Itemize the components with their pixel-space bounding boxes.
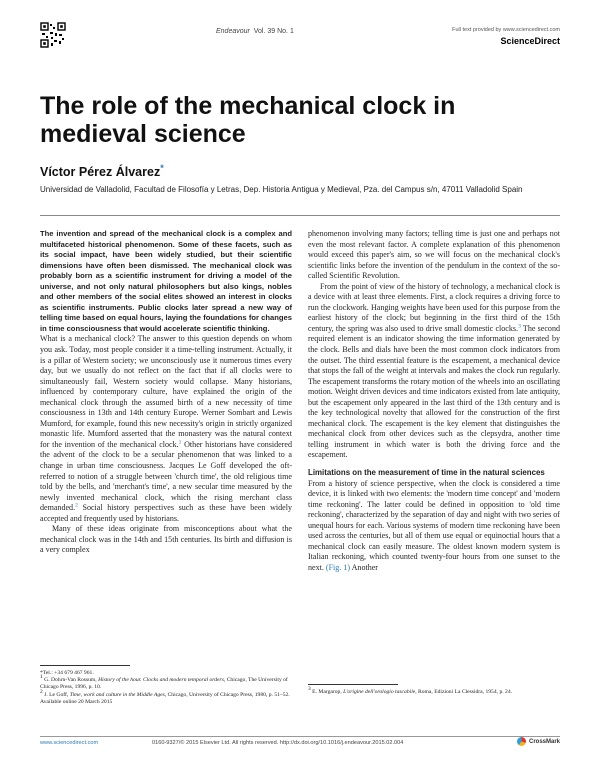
footnote-2: 2 J. Le Goff, Time, work and culture in the Middle Ages, Chicago, University of Chicago Press, 1980, p. 51–52.	[40, 688, 290, 698]
sciencedirect-logo[interactable]: ScienceDirect	[500, 36, 560, 46]
footnote-divider	[308, 684, 398, 685]
fulltext-provider[interactable]: Full text provided by www.sciencedirect.com	[452, 27, 560, 33]
reference-1-link[interactable]: 1	[178, 439, 182, 446]
issn-doi[interactable]: 0160-9327/© 2015 Elsevier Ltd. All rights reserved. http://dx.doi.org/10.1016/j.endeavour.2015.02.004	[152, 740, 404, 746]
footnote-3: 3 E. Margarop, L'origine dell'orologio tascabile, Roma, Edizioni La Clessidra, 1954, p. 24.	[308, 686, 513, 695]
journal-volume: Vol. 39 No. 1	[253, 28, 294, 35]
header-divider	[40, 215, 560, 216]
paragraph: phenomenon involving many factors; telling time is just one and perhaps not even the most relevant factor. A complete explanation of this phenomenon would exceed this paper's aim, so we will focus on the mechanical clock's scientific links before the invention of the pendulum in the context of the so-called Scientific Revolution.	[308, 229, 560, 281]
footer-divider	[40, 736, 560, 737]
available-online-date: Available online 20 March 2015	[40, 698, 113, 705]
left-footnotes	[40, 655, 292, 706]
right-footnotes	[308, 684, 560, 696]
qr-code-icon	[40, 22, 66, 48]
reference-3-link[interactable]: 3	[518, 323, 521, 330]
abstract: The invention and spread of the mechanical clock is a complex and multifaceted historical phenomenon. Some of these facets, such as its social impact, have been widely studied, but their scientific dimensions have often been dismissed. The mechanical clock was probably born as a scientific instrument for driving a model of the universe, and not only natural philosophers but also kings, nobles and other members of the social elites showed an interest in clocks as scientific instruments. Public clocks later spread a new way of telling time based on equal hours, laying the foundations for changes in time consciousness that would accelerate scientific thinking.	[40, 229, 292, 333]
paragraph: Many of these ideas originate from misconceptions about what the mechanical clock was in the 14th and 15th centuries. Its birth and diffusion is a very complex	[40, 524, 292, 555]
paragraph: From a history of science perspective, when the clock is considered a time device, it is linked with two elements: the 'modern time concept' and 'modern time reckoning'. The latter could be defined in opposition to 'old time reckoning', characterized by the separation of day and night with two series of unequal hours for each. Various systems of modern time reckoning have been used across the centuries, but all of them use equal or equinoctial hours that a mechanical clock can easily measure. The oldest known modern system is Italian reckoning, which counted twenty-four hours from one sunset to the next. (Fig. 1) Another	[308, 478, 560, 572]
left-column	[40, 229, 292, 556]
author-line	[40, 163, 164, 179]
right-column	[308, 229, 560, 573]
footnote-star: *Tel.: +34 679 467 961.	[40, 670, 94, 676]
author-name[interactable]: Víctor Pérez Álvarez	[40, 165, 161, 180]
paragraph: What is a mechanical clock? The answer to this question depends on whom you ask. Today, most people consider it a time-telling instrument. Actually, it is a pillar of Western society; we unconsciously use it numerous times every day, but we usually do not reflect on the fact that if all clocks were to simultaneously fail, Western society would collapse. Many historians, influenced by contemporary culture, have explained the origin of the mechanical clock through the assumed birth of a new necessity of time consciousness in 13th and 14th century Europe. Werner Sombart and Lewis Mumford, for example, found this new necessity's origin in strictly organized monastic life. Mumford asserted that the monastery was the natural context for the invention of the mechanical clock.$^1$ Other historians have considered the advent of the clock to be a secular phenomenon that was linked to a change in urban time consciousness. Jacques Le Goff developed the oft- referred to notion of a struggle between 'church time', the old religious time told by the bells, and 'merchant's time', a new secular time measured by the newly invented mechanical clock, which the rising merchant class demanded.$^2$ Social history perspectives such as these have been widely accepted and frequently used by historians.	[40, 334, 292, 523]
article-title: The role of the mechanical clock in medieval science	[40, 92, 456, 148]
crossmark-label: CrossMark	[528, 738, 560, 745]
sciencedirect-url[interactable]: www.sciencedirect.com	[40, 740, 99, 746]
journal-name: Endeavour	[216, 28, 250, 35]
crossmark-badge[interactable]	[517, 737, 560, 746]
author-affiliation: Universidad de Valladolid, Facultad de Filosofía y Letras, Dep. Historia Antigua y Medieval, Pza. del Campus s/n, 47011 Valladolid Spain	[40, 185, 523, 194]
paragraph: From the point of view of the history of technology, a mechanical clock is a device with at least three elements. First, a clock requires a driving force to run the clockwork. Hanging weights have been used for this purpose from the earliest history of the clock; but beginning in the first third of the 15th century, the spring was also used to drive small domestic clocks.$^3$ The second required element is an indicator showing the time information generated by the clock. Bells and dials have been the most common clock indicators from the outset. The third essential feature is the escapement, a mechanical device that stops the fall of the weight at intervals and makes the clock run regularly. The escapement transforms the rotary motion of the wheels into an oscillating motion. Weight driven devices and time indicators existed from late antiquity, but the escapement only appeared in the last third of the 13th century and is the key technological novelty that allowed for the construction of the first mechanical clock. The escapement is the key element that distinguishes the mechanical clock from other devices such as the clepsydra, another time telling instrument in which water is both the driving force and the escapement.	[308, 281, 561, 460]
author-footnote-mark[interactable]: *	[160, 163, 164, 173]
section-heading: Limitations on the measurement of time in the natural sciences	[308, 468, 545, 478]
crossmark-icon	[517, 737, 526, 746]
reference-2-link[interactable]: 2	[75, 502, 78, 509]
footnote-1: 1 G. Dohrn-Van Rossum, History of the hour. Clocks and modern temporal orders, Chicago, The University of Chicago Press, 1996, p. 10.	[40, 674, 288, 691]
journal-info	[216, 28, 294, 35]
figure-1-link[interactable]: (Fig. 1)	[325, 562, 351, 572]
footnote-divider	[40, 665, 130, 666]
